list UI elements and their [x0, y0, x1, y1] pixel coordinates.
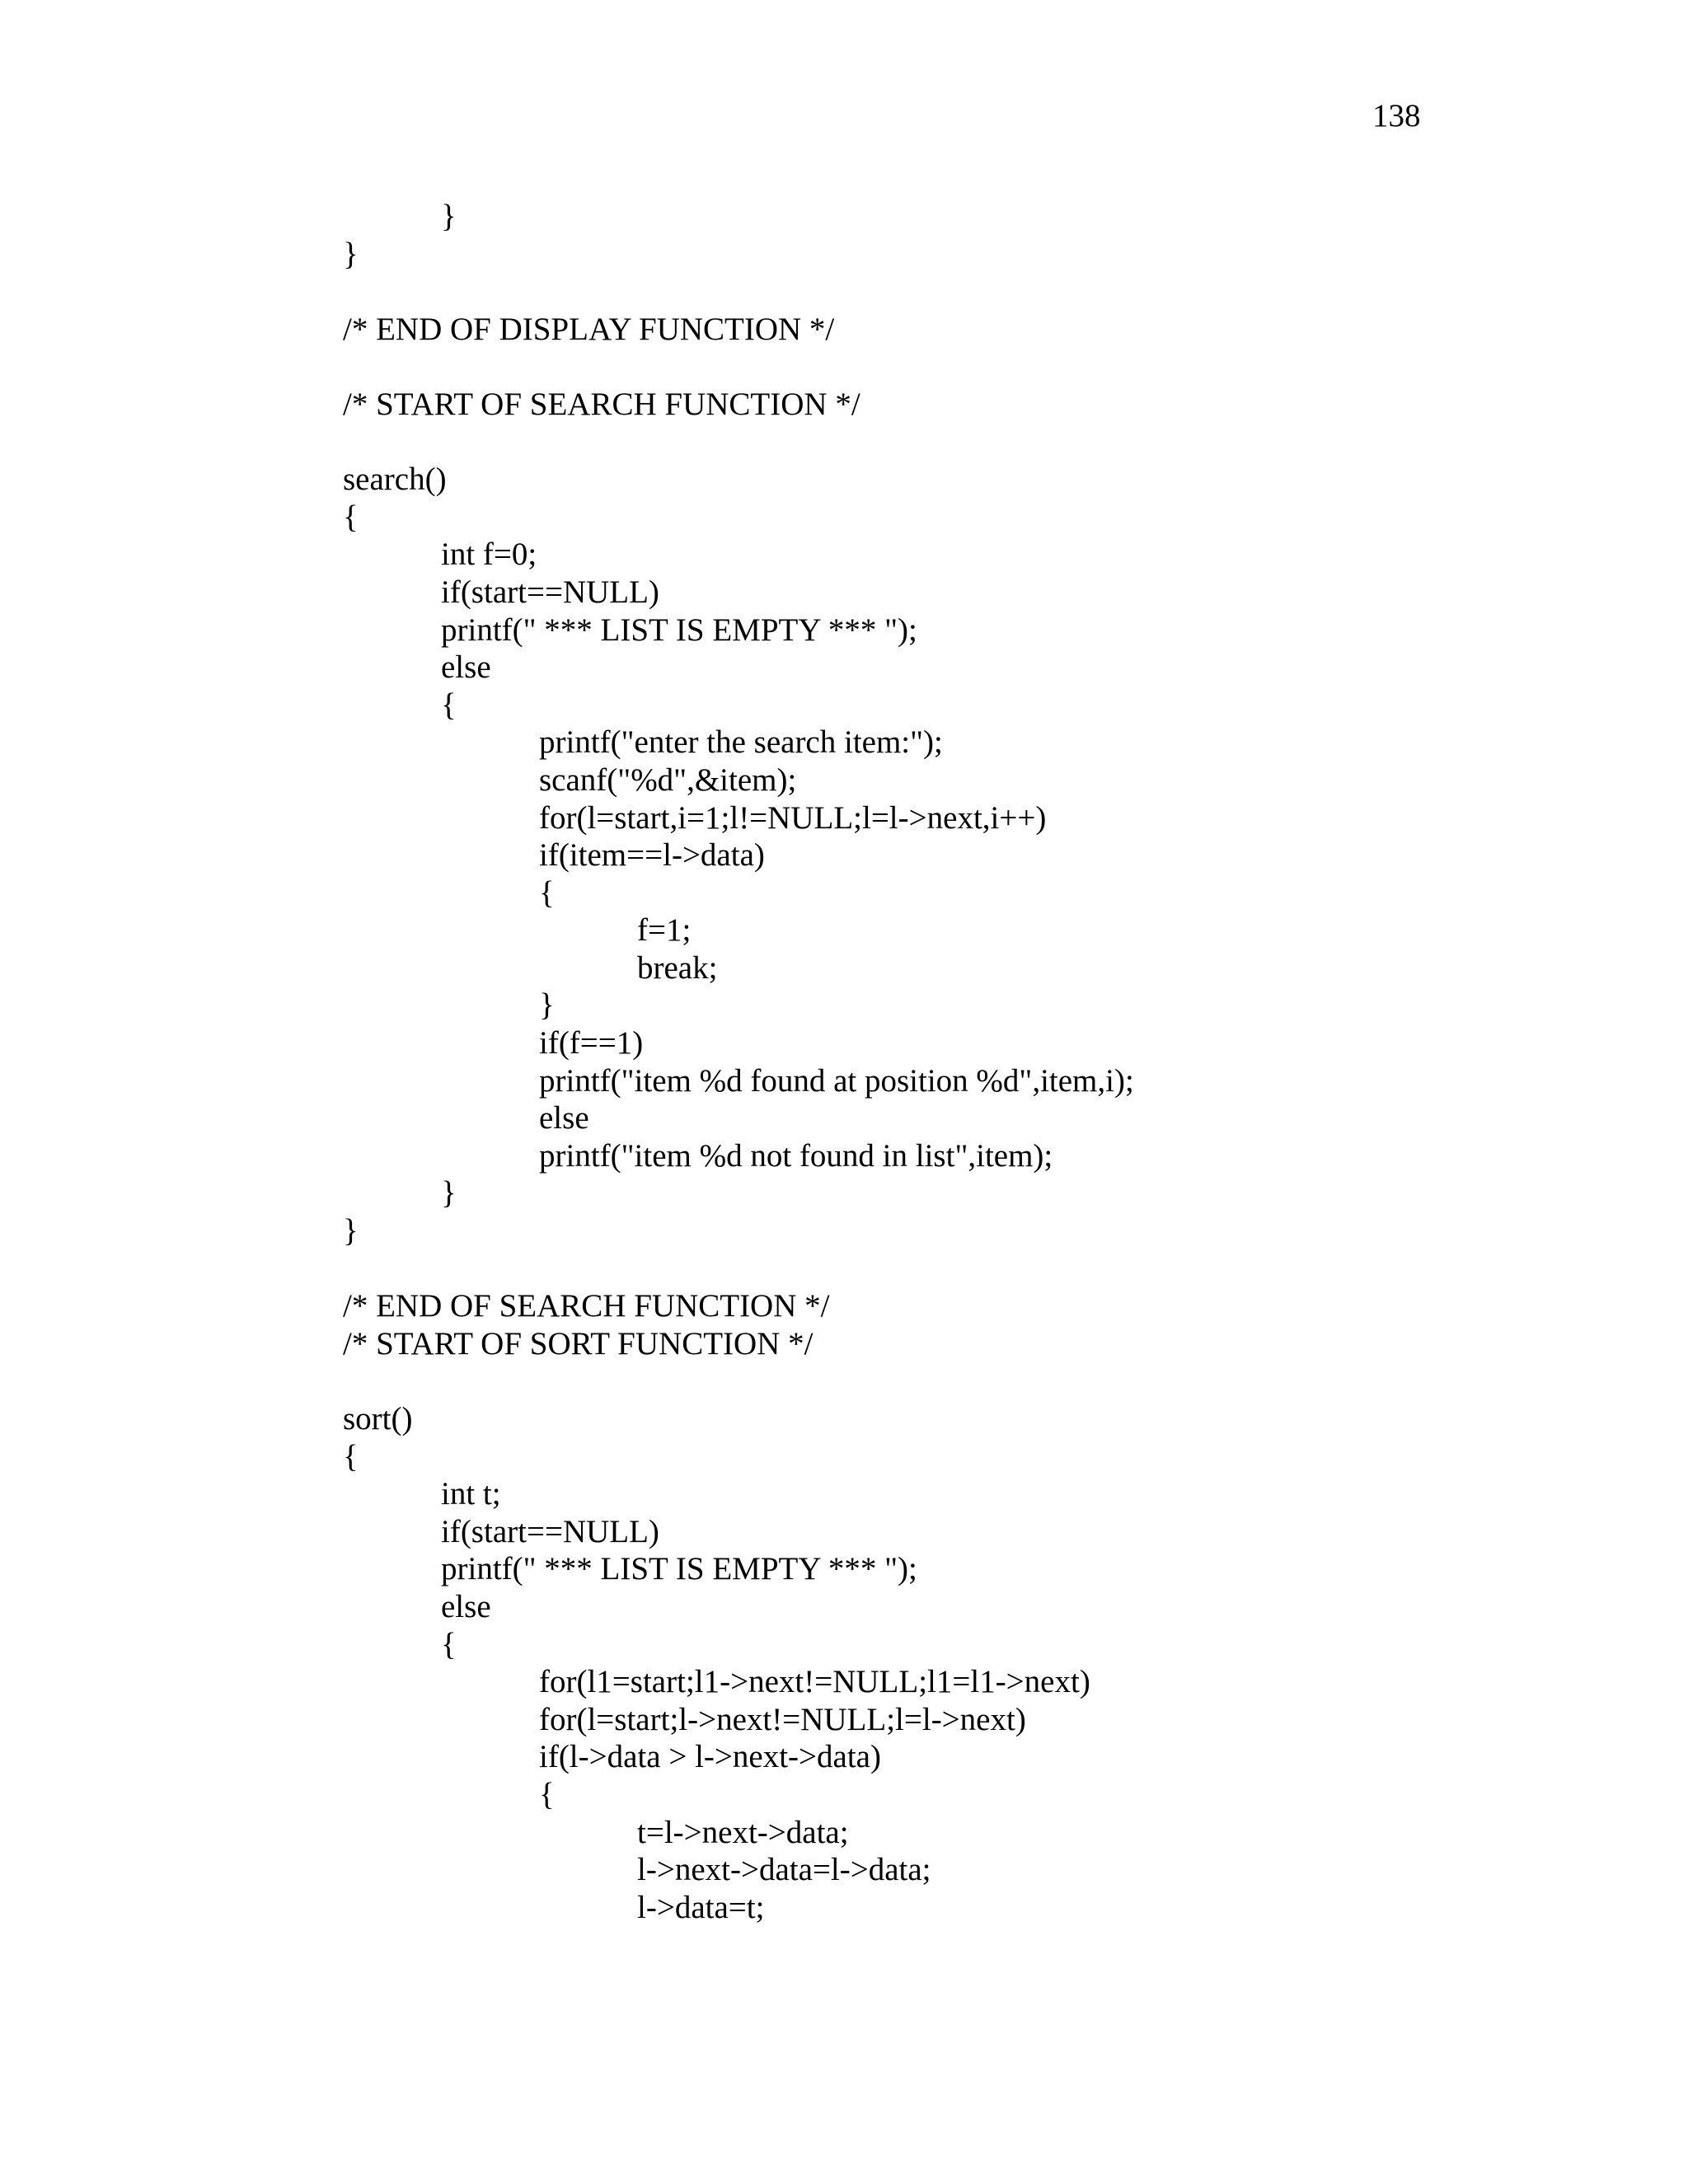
blank-line: [343, 273, 1134, 311]
code-line: else: [441, 1588, 491, 1624]
code-line: else: [441, 649, 491, 686]
code-line: /* END OF SEARCH FUNCTION */: [343, 1288, 830, 1324]
blank-line: [343, 424, 1134, 462]
code-line: sort(): [343, 1401, 413, 1436]
code-line: {: [343, 499, 359, 535]
code-listing: [343, 198, 1134, 1926]
code-line: f=1;: [637, 912, 692, 949]
code-line: t=l->next->data;: [637, 1814, 849, 1850]
code-line: }: [441, 1175, 457, 1212]
code-line: printf("enter the search item:");: [539, 724, 943, 761]
code-line: /* END OF DISPLAY FUNCTION */: [343, 311, 835, 347]
code-line: if(start==NULL): [441, 574, 659, 610]
code-line: if(start==NULL): [441, 1513, 659, 1549]
code-line: else: [539, 1100, 589, 1137]
code-line: printf("item %d found at position %d",item,i);: [539, 1062, 1134, 1099]
code-line: {: [539, 1776, 555, 1812]
code-line: break;: [637, 949, 718, 986]
code-line: printf(" *** LIST IS EMPTY *** ");: [441, 1551, 917, 1587]
code-line: scanf("%d",&item);: [539, 762, 797, 798]
code-line: int f=0;: [441, 537, 537, 573]
code-line: }: [343, 1213, 359, 1249]
code-line: }: [539, 987, 555, 1024]
page-number: 138: [1372, 98, 1421, 134]
code-line: /* START OF SORT FUNCTION */: [343, 1325, 814, 1361]
code-line: if(l->data > l->next->data): [539, 1739, 881, 1775]
code-line: l->data=t;: [637, 1889, 765, 1925]
code-line: if(item==l->data): [539, 837, 765, 874]
code-line: search(): [343, 462, 447, 498]
code-line: if(f==1): [539, 1025, 644, 1062]
code-line: l->next->data=l->data;: [637, 1852, 931, 1888]
code-line: printf("item %d not found in list",item);: [539, 1137, 1053, 1174]
code-line: int t;: [441, 1476, 501, 1512]
code-line: }: [343, 236, 359, 272]
code-line: {: [343, 1438, 359, 1474]
code-line: {: [441, 687, 457, 723]
code-line: for(l1=start;l1->next!=NULL;l1=l1->next): [539, 1664, 1090, 1700]
code-line: {: [539, 874, 555, 911]
code-line: }: [441, 199, 457, 234]
code-line: printf(" *** LIST IS EMPTY *** ");: [441, 612, 917, 648]
blank-line: [343, 348, 1134, 386]
code-line: {: [441, 1626, 457, 1662]
code-line: /* START OF SEARCH FUNCTION */: [343, 386, 860, 422]
blank-line: [343, 1362, 1134, 1400]
code-line: for(l=start,i=1;l!=NULL;l=l->next,i++): [539, 799, 1047, 836]
code-line: for(l=start;l->next!=NULL;l=l->next): [539, 1701, 1026, 1737]
blank-line: [343, 1250, 1134, 1288]
